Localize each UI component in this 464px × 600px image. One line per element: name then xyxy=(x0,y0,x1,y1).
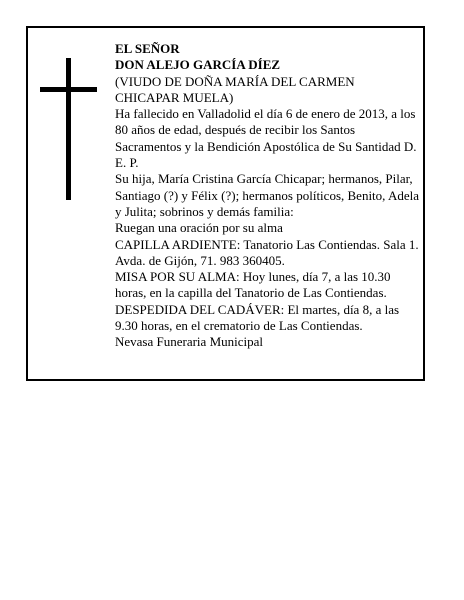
notice-heading: EL SEÑOR xyxy=(115,41,180,56)
mass-text: MISA POR SU ALMA: Hoy lunes, día 7, a las 10.30 horas, en la capilla del Tanatorio de Las Contiendas. xyxy=(115,269,391,301)
widower-line: (VIUDO DE DOÑA MARÍA DEL CARMEN CHICAPAR MUELA) xyxy=(115,73,355,105)
chapel-text: CAPILLA ARDIENTE: Tanatorio Las Contiendas. Sala 1. Avda. de Gijón, 71. 983 360405. xyxy=(115,236,419,268)
obituary-notice xyxy=(26,26,425,381)
deceased-name: DON ALEJO GARCÍA DÍEZ xyxy=(115,57,281,73)
cross-horizontal-bar xyxy=(40,87,97,92)
family-text: Su hija, María Cristina García Chicapar; hermanos, Pilar, Santiago (?) y Félix (?); hermanos políticos, Benito, Adela y Julita; sobrinos y demás familia: xyxy=(115,171,419,219)
farewell-text: DESPEDIDA DEL CADÁVER: El martes, día 8, a las 9.30 horas, en el crematorio de Las Contiendas. xyxy=(115,301,400,334)
prayer-request: Ruegan una oración por su alma xyxy=(115,220,283,236)
cross-vertical-bar xyxy=(66,58,71,200)
death-text: Ha fallecido en Valladolid el día 6 de enero de 2013, a los 80 años de edad, después de recibir los Santos Sacramentos y la Bendición Apostólica de Su Santidad D. E. P. xyxy=(115,106,417,171)
funeral-home: Nevasa Funeraria Municipal xyxy=(115,334,264,350)
notice-text xyxy=(115,41,420,351)
cross-icon xyxy=(40,58,97,200)
